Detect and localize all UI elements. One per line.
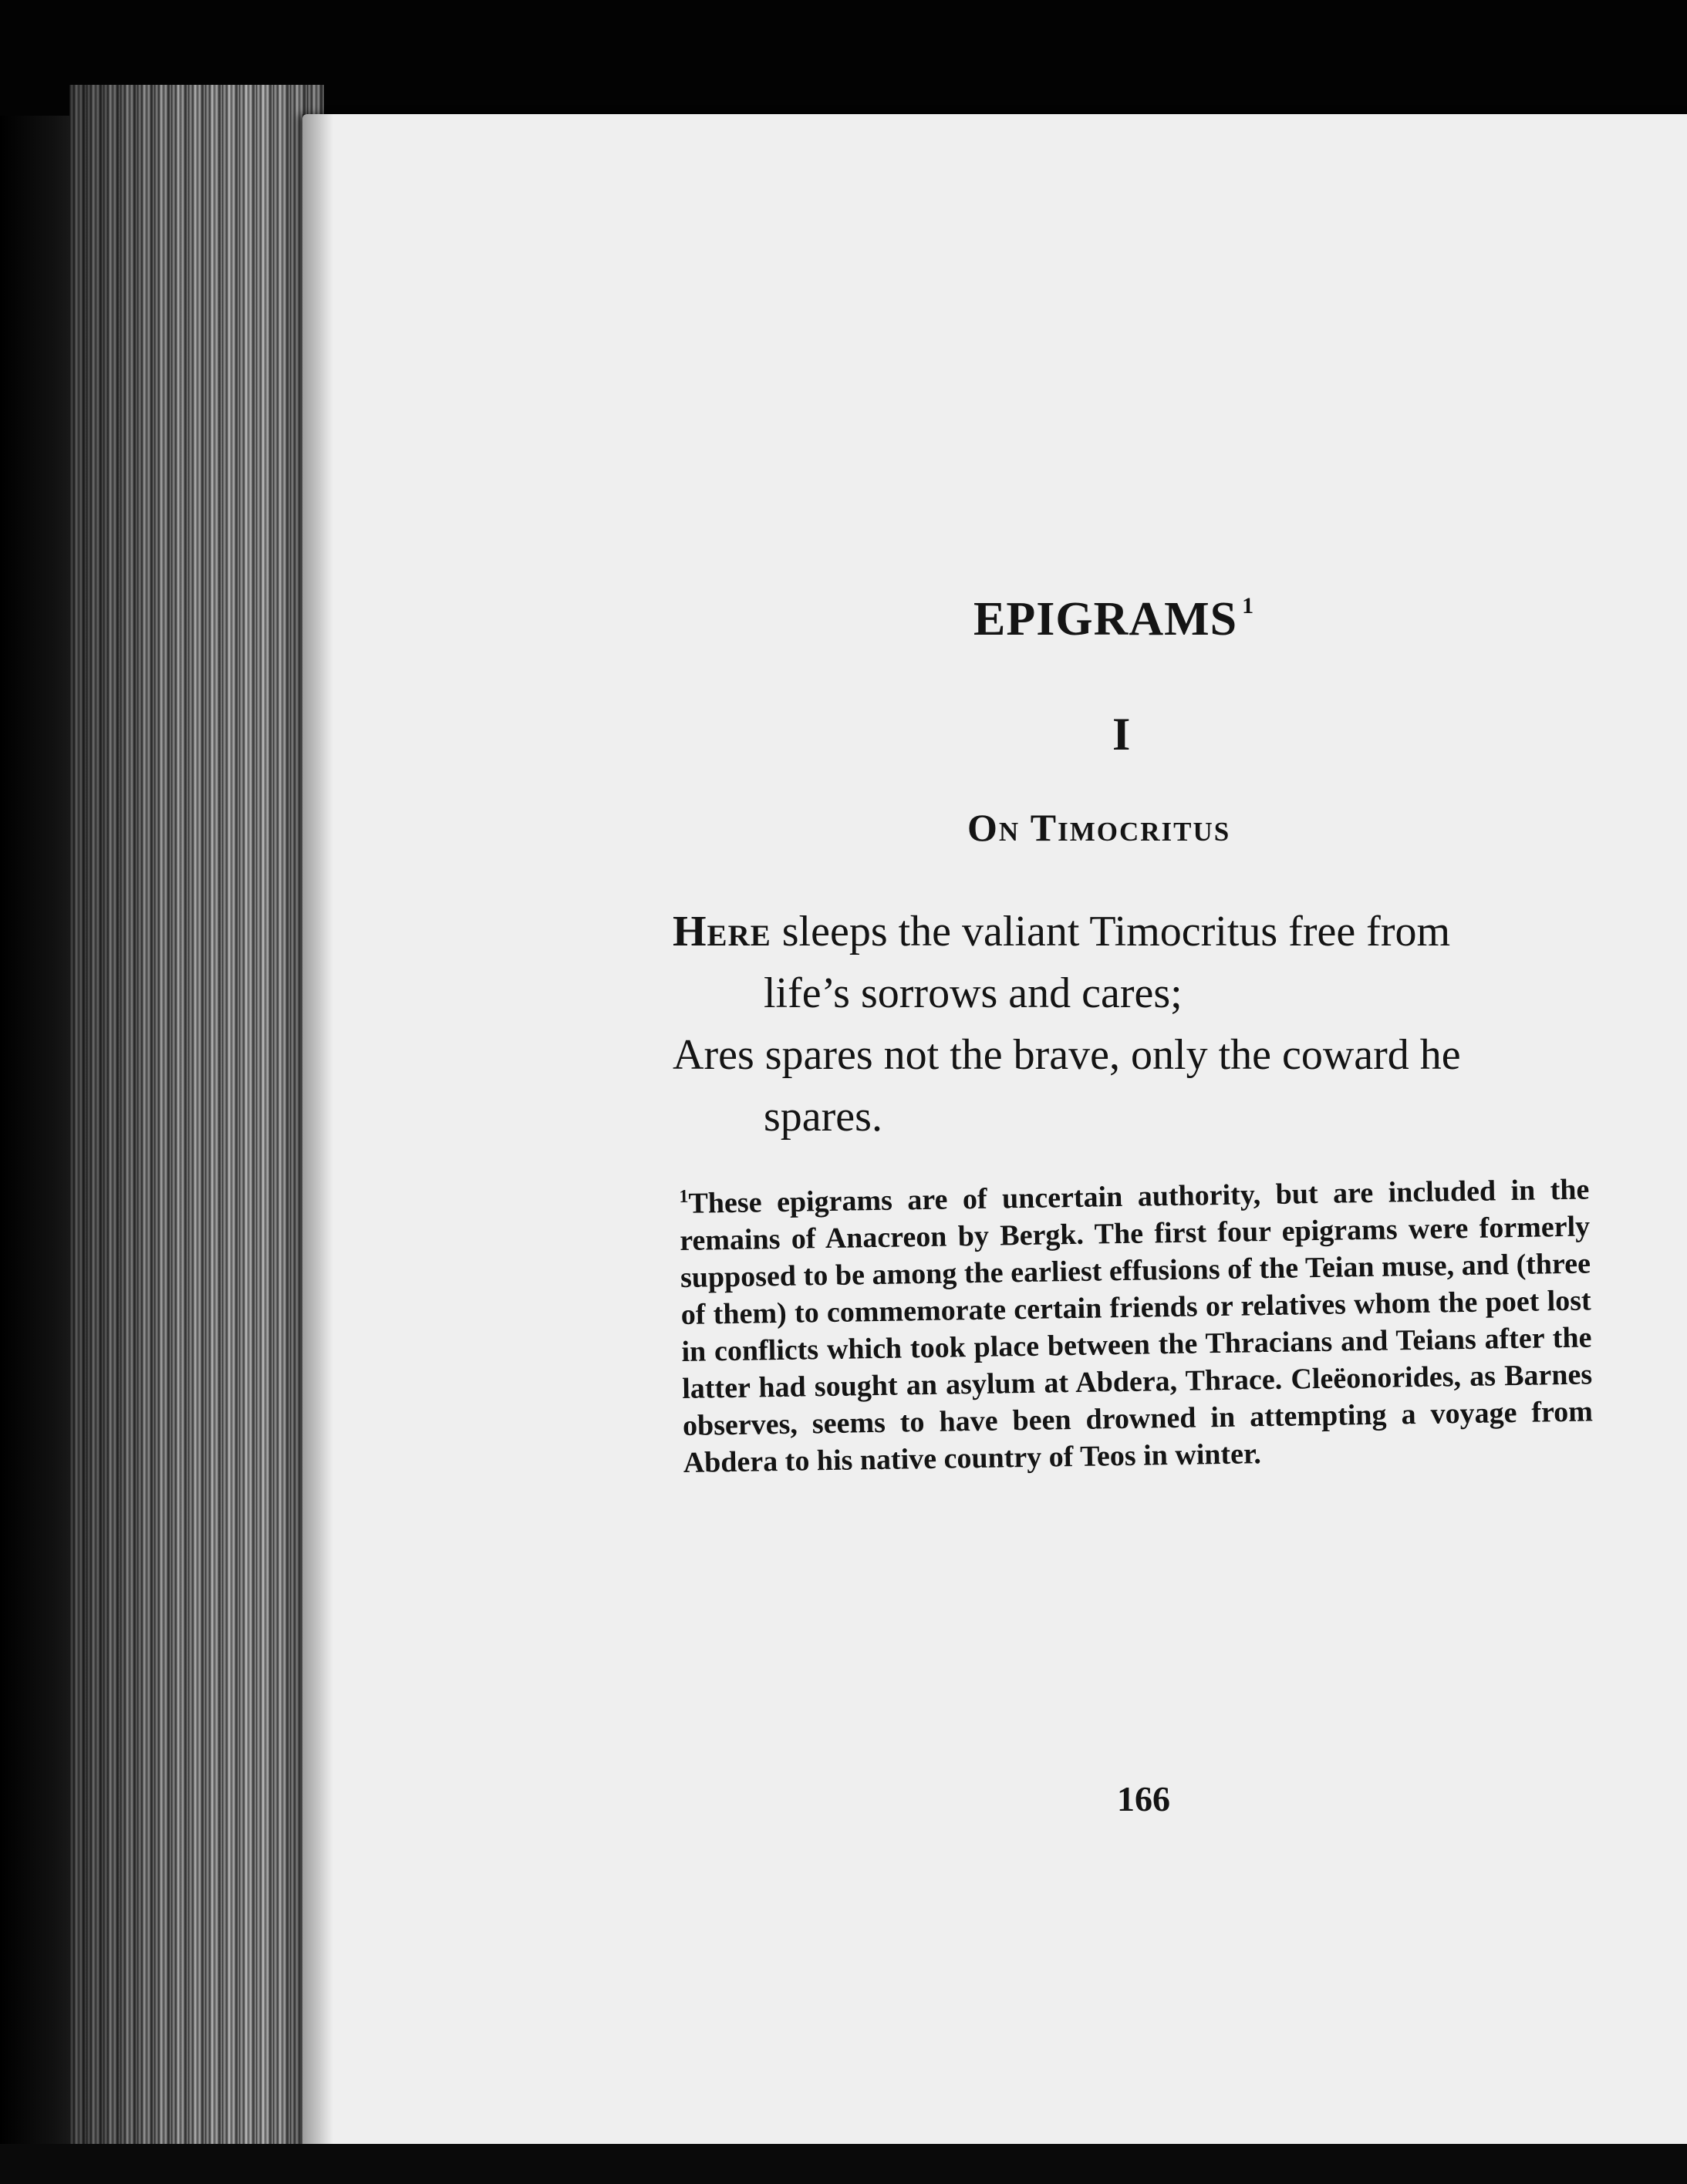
- page-title-text: EPIGRAMS: [973, 593, 1238, 645]
- poem-line-1-text: sleeps the valiant Timocritus free from: [771, 908, 1451, 956]
- background-bottom: [0, 2144, 1687, 2184]
- section-subtitle: On Timocritus: [967, 806, 1231, 849]
- poem-line-1: [673, 908, 1598, 956]
- footnote: [679, 1164, 1594, 1481]
- background-left: [0, 0, 77, 2184]
- title-footnote-mark: 1: [1242, 593, 1255, 618]
- page-number: 166: [1117, 1779, 1170, 1818]
- poem-line-2: life’s sorrows and cares;: [764, 969, 1183, 1017]
- page-title: [973, 592, 1254, 647]
- footnote-mark: 1: [679, 1186, 689, 1207]
- poem-initial-word: Here: [673, 908, 771, 956]
- page-gutter-shadow: [302, 114, 333, 2150]
- section-numeral: I: [1112, 709, 1131, 760]
- footnote-text: These epigrams are of uncertain authority, but are included in the remains of Anacreon by Bergk. The first four epigrams were formerly supposed to be among the earliest effusions of the Teian muse, and (three of them) to commemorate certain friends or relatives whom the poet lost in conflicts which took place between the Thracians and Teians after the latter had sought an asylum at Abdera, Thrace. Cleëonorides, as Barnes observes, seems to have been drowned in attempting a voyage from Abdera to his native country of Teos in winter.: [679, 1173, 1594, 1479]
- poem-line-3: Ares spares not the brave, only the coward he: [673, 1031, 1461, 1079]
- poem-line-4: spares.: [764, 1093, 882, 1141]
- book-page-edges-shade: [69, 85, 324, 2152]
